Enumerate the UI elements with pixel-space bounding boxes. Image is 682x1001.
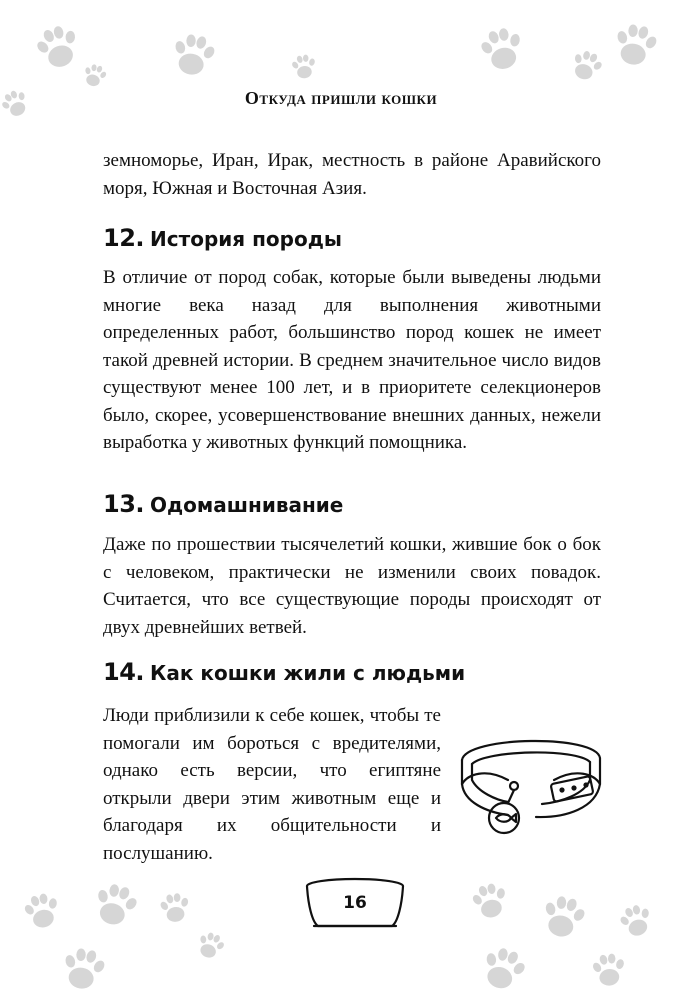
section-title: История породы [150, 227, 342, 251]
paw-print-icon [155, 887, 194, 926]
section-heading [103, 658, 465, 686]
paw-print-icon [565, 43, 609, 87]
paw-print-icon [474, 938, 534, 998]
section-paragraph: В отличие от пород собак, которые были выведены людьми многие века назад для выполнения животными определенных работ, большинство пород кошек не имеет такой древней истории. В среднем значительное число видов существуют менее 100 лет, и в приоритете селекционеров было, скорее, усовершенствование внешних данных, нежели выработка у животных функций помощника. [103, 267, 601, 453]
paw-print-icon [608, 16, 664, 72]
section-heading [103, 490, 343, 518]
section-number: 14. [103, 658, 145, 686]
section-heading [103, 224, 342, 252]
section-title: Одомашнивание [150, 493, 344, 517]
paw-print-icon [18, 886, 67, 935]
cat-collar-illustration [456, 722, 606, 842]
section-number: 13. [103, 490, 145, 518]
paw-print-icon [473, 19, 532, 78]
paw-print-icon [166, 26, 222, 82]
paw-print-icon [288, 50, 320, 82]
paw-print-icon [536, 888, 593, 945]
paw-print-icon [87, 875, 146, 934]
paw-print-icon [192, 926, 230, 964]
section-title: Как кошки жили с людьми [150, 661, 466, 685]
section-paragraph: Даже по прошествии тысячелетий кошки, жившие бок о бок с человеком, практически не изменили своих повадок. Считается, что все существующие породы происходят от двух древнейших ветвей. [103, 534, 601, 638]
section-number: 12. [103, 224, 145, 252]
paw-print-icon [613, 897, 659, 943]
paw-print-icon [588, 948, 631, 991]
section-paragraph: Люди приблизили к себе кошек, чтобы те помогали им бороться с вредителями, однако есть версии, что египтяне открыли двери этим животным еще и благодаря их общительности и послушанию. [103, 705, 441, 864]
page-number: 16 [343, 893, 367, 913]
running-title: Откуда пришли кошки [244, 88, 438, 108]
paw-print-icon [466, 876, 515, 925]
paw-print-icon [79, 59, 111, 91]
paw-print-icon [27, 15, 89, 77]
intro-paragraph: земноморье, Иран, Ирак, местность в районе Аравийского моря, Южная и Восточная Азия. [103, 150, 601, 199]
paw-print-icon [56, 940, 112, 996]
